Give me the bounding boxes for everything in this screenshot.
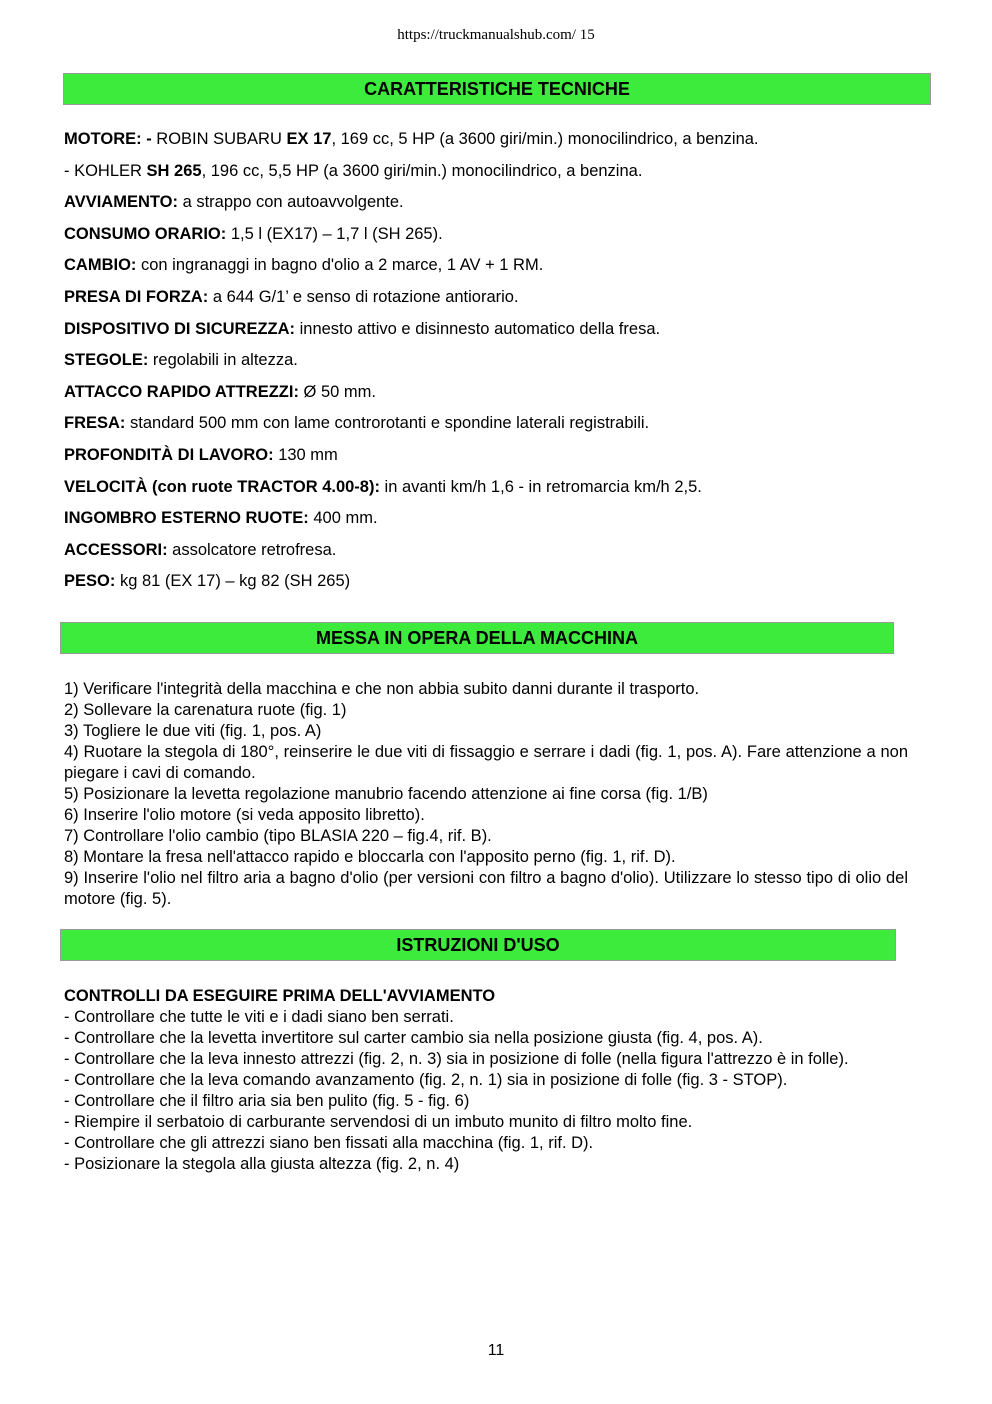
section-heading-tech: CARATTERISTICHE TECNICHE [63, 73, 931, 105]
spec-text: a 644 G/1’ e senso di rotazione antiorario. [208, 287, 519, 306]
spec-model: SH 265 [146, 161, 202, 180]
spec-text: ROBIN SUBARU [151, 130, 287, 148]
spec-text: regolabili in altezza. [148, 351, 298, 370]
check-item: - Controllare che la leva comando avanzamento (fig. 2, n. 1) sia in posizione di folle (fig. 3 - STOP). [64, 1071, 788, 1089]
spec-row [64, 443, 932, 475]
spec-label: MOTORE: - [64, 130, 152, 148]
spec-label: CAMBIO: [64, 256, 137, 275]
spec-row [64, 569, 932, 601]
spec-row [64, 475, 932, 507]
spec-row [64, 222, 932, 254]
check-item: - Riempire il serbatoio di carburante servendosi di un imbuto munito di filtro molto fine. [64, 1113, 693, 1131]
step-item: 1) Verificare l'integrità della macchina e che non abbia subito danni durante il trasporto. [64, 680, 700, 698]
page-number: 11 [487, 1342, 505, 1359]
spec-row [64, 348, 932, 380]
spec-label: PESO: [64, 572, 116, 591]
spec-text: 130 mm [273, 445, 338, 464]
spec-row [64, 253, 932, 285]
spec-label: VELOCITÀ (con ruote TRACTOR 4.00-8): [64, 477, 380, 496]
spec-label: STEGOLE: [64, 351, 149, 370]
spec-row [64, 285, 932, 317]
spec-label: CONSUMO ORARIO: [64, 224, 227, 243]
step-item: 4) Ruotare la stegola di 180°, reinserire le due viti di fissaggio e serrare i dadi (fig. 1, pos. A). Fare attenzione a non piegare i cavi di comando. [64, 743, 908, 782]
spec-label: DISPOSITIVO DI SICUREZZA: [64, 319, 296, 338]
checks-title: CONTROLLI DA ESEGUIRE PRIMA DELL'AVVIAMENTO [64, 987, 496, 1005]
step-item: 9) Inserire l'olio nel filtro aria a bagno d'olio (per versioni con filtro a bagno d'olio). Utilizzare lo stesso tipo di olio del motore (fig. 5). [64, 869, 908, 908]
step-item: 6) Inserire l'olio motore (si veda apposito libretto). [64, 806, 425, 824]
spec-row [64, 190, 932, 222]
spec-text: 1,5 l (EX17) – 1,7 l (SH 265). [226, 224, 443, 243]
spec-row [64, 159, 932, 191]
step-item: 3) Togliere le due viti (fig. 1, pos. A) [64, 722, 322, 740]
step-item: 8) Montare la fresa nell'attacco rapido e bloccarla con l'apposito perno (fig. 1, rif. D). [64, 848, 676, 866]
check-item: - Controllare che il filtro aria sia ben pulito (fig. 5 - fig. 6) [64, 1092, 470, 1110]
check-item: - Controllare che la leva innesto attrezzi (fig. 2, n. 3) sia in posizione di folle (nella figura l'attrezzo è in folle). [64, 1050, 849, 1068]
check-item: - Controllare che gli attrezzi siano ben fissati alla macchina (fig. 1, rif. D). [64, 1134, 594, 1152]
spec-text: Ø 50 mm. [298, 382, 376, 401]
spec-list [64, 127, 932, 601]
source-url: https://truckmanualshub.com/ 15 [397, 27, 595, 43]
section-heading-setup: MESSA IN OPERA DELLA MACCHINA [60, 622, 894, 654]
check-item: - Controllare che tutte le viti e i dadi siano ben serrati. [64, 1008, 454, 1026]
spec-label: ACCESSORI: [64, 540, 168, 559]
check-item: - Controllare che la levetta invertitore sul carter cambio sia nella posizione giusta (fig. 4, pos. A). [64, 1029, 763, 1047]
spec-row [64, 506, 932, 538]
spec-row [64, 317, 932, 349]
spec-row [64, 538, 932, 570]
step-item: 2) Sollevare la carenatura ruote (fig. 1) [64, 701, 347, 719]
spec-model: EX 17 [286, 130, 332, 148]
spec-text: in avanti km/h 1,6 - in retromarcia km/h 2,5. [379, 477, 702, 496]
spec-text: innesto attivo e disinnesto automatico della fresa. [295, 319, 661, 338]
spec-text: assolcatore retrofresa. [167, 540, 337, 559]
check-item: - Posizionare la stegola alla giusta altezza (fig. 2, n. 4) [64, 1155, 460, 1173]
step-item: 7) Controllare l'olio cambio (tipo BLASIA 220 – fig.4, rif. B). [64, 827, 492, 845]
pre-start-checks [64, 986, 928, 1175]
spec-text-2: , 169 cc, 5 HP (a 3600 giri/min.) monocilindrico, a benzina. [331, 130, 759, 148]
spec-row [64, 127, 932, 159]
spec-label: AVVIAMENTO: [64, 193, 178, 212]
spec-label: ATTACCO RAPIDO ATTREZZI: [64, 382, 299, 401]
spec-text: a strappo con autoavvolgente. [177, 193, 404, 212]
spec-text: kg 81 (EX 17) – kg 82 (SH 265) [115, 572, 351, 591]
spec-text: - KOHLER [64, 161, 147, 180]
spec-label: PROFONDITÀ DI LAVORO: [64, 445, 274, 464]
spec-label: INGOMBRO ESTERNO RUOTE: [64, 509, 309, 528]
section-heading-usage: ISTRUZIONI D'USO [60, 929, 896, 961]
spec-label: FRESA: [64, 414, 126, 433]
spec-row [64, 380, 932, 412]
spec-text: standard 500 mm con lame controrotanti e spondine laterali registrabili. [125, 414, 650, 433]
step-item: 5) Posizionare la levetta regolazione manubrio facendo attenzione ai fine corsa (fig. 1/B) [64, 785, 708, 803]
spec-text-2: , 196 cc, 5,5 HP (a 3600 giri/min.) monocilindrico, a benzina. [201, 161, 643, 180]
spec-label: PRESA DI FORZA: [64, 287, 209, 306]
spec-row [64, 411, 932, 443]
spec-text: 400 mm. [308, 509, 378, 528]
spec-text: con ingranaggi in bagno d'olio a 2 marce, 1 AV + 1 RM. [136, 256, 544, 275]
setup-steps [64, 679, 908, 910]
